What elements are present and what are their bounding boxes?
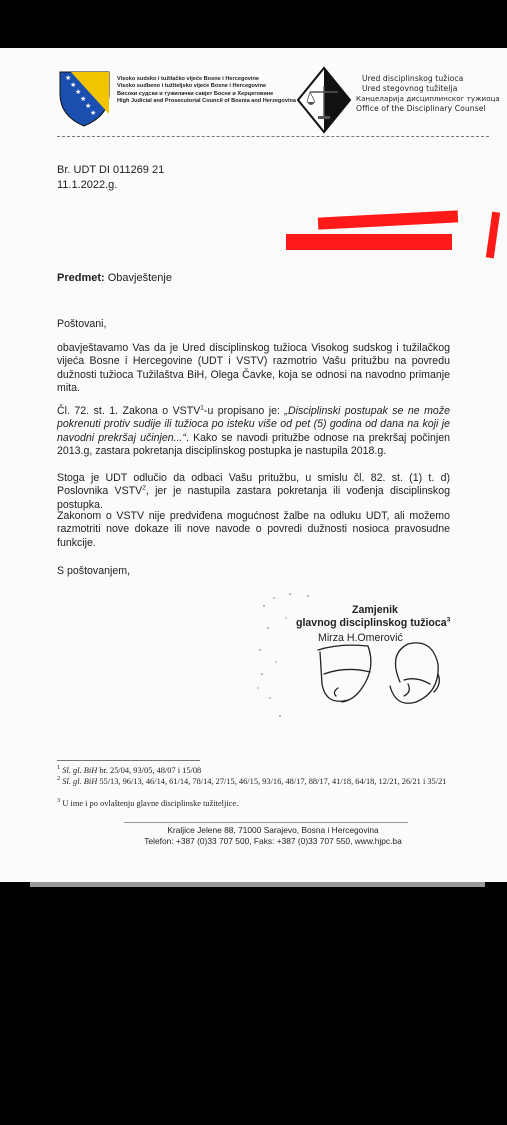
council-name-serbian: Високи судски и тужилачки савјет Босне и Херцеговине <box>117 90 274 97</box>
council-name-english: High Judicial and Prosecutorial Council of Bosnia and Herzegovina <box>117 98 297 105</box>
office-name-croatian: Ured stegovnog tužitelja <box>362 84 458 93</box>
council-name-bosnian: Visoko sudsko i tužilačko vijeće Bosne i Hercegovine <box>117 76 259 82</box>
footnote-3: $^3$ U ime i po ovlaštenju glavne disciplinske tužiteljice. <box>57 797 239 808</box>
reference-number: Br. UDT DI 011269 21 <box>57 164 165 176</box>
header-divider <box>57 136 489 137</box>
footnote-ref-2: 2 <box>142 484 146 492</box>
paragraph-complaint-review: obavještavamo Vas da je Ured disciplinskog tužioca Visokog sudskog i tužilačkog vijeća Bosne i Hercegovine (UDT i VSTV) razmotrio Vašu pritužbu na povredu dužnosti tužioca Tužilaštva BiH, Olega Čavke, koja se odnosi na navodno primanje mita. <box>57 342 450 395</box>
svg-text:★: ★ <box>80 96 87 103</box>
footnote-ref-1: 1 <box>200 404 204 412</box>
svg-text:★: ★ <box>85 103 92 110</box>
svg-text:★: ★ <box>75 89 82 96</box>
signatory-title-line2: glavnog disciplinskog tužioca$^3$ <box>296 616 451 629</box>
subject-value: Obavještenje <box>107 272 172 284</box>
svg-text:★: ★ <box>70 82 77 89</box>
footnote-divider <box>57 760 200 761</box>
footnote-2: $^2$ Sl. gl. BiH 55/13, 96/13, 46/14, 61/14, 78/14, 27/15, 46/15, 93/16, 48/17, 88/17, 41/18, 64/18, 12/21, 26/21 i 35/21 <box>57 775 447 786</box>
bih-coat-of-arms-logo <box>57 68 112 128</box>
image-viewer-scroll-bar <box>30 882 485 887</box>
office-name-bosnian: Ured disciplinskog tužioca <box>362 74 464 83</box>
council-name-block <box>117 76 296 106</box>
paragraph-decision: Stoga je UDT odlučio da odbaci Vašu pritužbu, u smislu čl. 82. st. (1) t. d) Poslovnika VSTV$^2$, jer je nastupila zastara pokretanja ili vođenja disciplinskog postupka. <box>57 472 451 511</box>
subject-line <box>57 272 172 284</box>
handwritten-signature <box>250 588 450 728</box>
redaction-bar-middle <box>286 234 452 250</box>
office-name-serbian: Канцеларија дисциплинског тужиоца <box>356 95 500 103</box>
paragraph-appeal: Zakonom o VSTV nije predviđena mogućnost žalbe na odluku UDT, ali možemo razmotriti nove dokaze ili nove navode o povredi dužnosti nosioca pravosudne funkcije. <box>57 510 450 549</box>
council-name-croatian: Visoko sudbeno i tužiteljsko vijeće Bosne i Hercegovine <box>117 83 267 90</box>
signatory-title-line1: Zamjenik <box>352 604 398 616</box>
subject-label: Predmet: <box>57 272 105 284</box>
statute-quote: „Disciplinski postupak se ne može pokrenuti protiv sudije ili tužioca po isteku više od pet (5) godina od dana na koji je navodni prekršaj učinjen...“ <box>57 405 451 444</box>
closing-greeting: S poštovanjem, <box>57 565 131 577</box>
office-name-english: Office of the Disciplinary Counsel <box>356 104 486 113</box>
svg-text:★: ★ <box>90 110 97 117</box>
footer-contact: Telefon: +387 (0)33 707 500, Faks: +387 (0)33 707 550, www.hjpc.ba <box>144 836 402 846</box>
salutation: Poštovani, <box>57 318 107 330</box>
footer-address: Kraljice Jelene 88, 71000 Sarajevo, Bosna i Hercegovina <box>167 825 379 835</box>
footnote-ref-3: 3 <box>446 616 451 624</box>
reference-block <box>57 163 164 193</box>
disciplinary-counsel-logo <box>296 66 352 134</box>
paragraph-statute-limitation: Čl. 72. st. 1. Zakona o VSTV$^1$-u propisano je: „Disciplinski postupak se ne može pokrenuti protiv sudije ili tužioca po isteku više od pet (5) godina od dana na koji je navodni prekršaj učinjen...“. Kako se navodi pritužbe odnose na prekršaj počinjen 2013.g, zastara pokretanja disciplinskog postupka je nastupila 2018.g. <box>57 404 451 458</box>
reference-date: 11.1.2022.g. <box>57 179 118 191</box>
footnote-1: $^1$ Sl. gl. BiH br. 25/04, 93/05, 48/07 i 15/08 <box>57 764 202 775</box>
svg-text:★: ★ <box>65 75 72 82</box>
signatory-name: Mirza H.Omerović <box>318 632 403 644</box>
office-name-block <box>356 74 500 114</box>
footer-divider <box>124 822 408 823</box>
